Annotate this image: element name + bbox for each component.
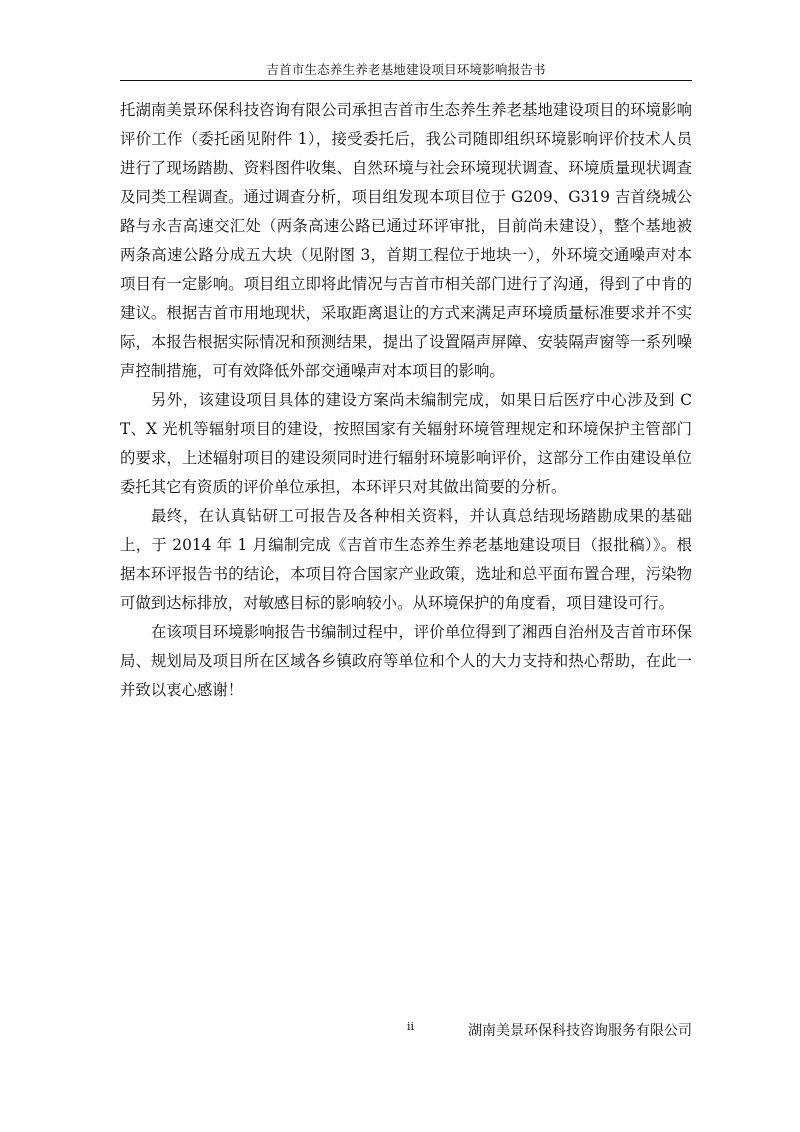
page-number: ii [407,1020,415,1033]
body-text [120,96,692,705]
paragraph-acknowledgement: 在该项目环境影响报告书编制过程中，评价单位得到了湘西自治州及吉首市环保局、规划局及项目所在区域各乡镇政府等单位和个人的大力支持和热心帮助，在此一并致以衷心感谢！ [120,623,692,699]
paragraph-radiation: 另外，该建设项目具体的建设方案尚未编制完成，如果日后医疗中心涉及到 CT、X 光机等辐射项目的建设，按照国家有关辐射环境管理规定和环境保护主管部门的要求，上述辐射项目的建设须同时进行辐射环境影响评价，这部分工作由建设单位委托其它有资质的评价单位承担，本环评只对其做出简要的分析。 [120,391,692,496]
paragraph-conclusion: 最终，在认真钻研工可报告及各种相关资料，并认真总结现场踏勘成果的基础上，于 2014 年 1 月编制完成《吉首市生态养生养老基地建设项目（报批稿）》。根据本环评报告书的结论，本项目符合国家产业政策，选址和总平面布置合理，污染物可做到达标排放，对敏感目标的影响较小。从环境保护的角度看，项目建设可行。 [120,507,692,612]
footer-company: 湖南美景环保科技咨询服务有限公司 [468,1023,692,1039]
header-divider [120,80,692,81]
page-footer [120,1020,692,1040]
paragraph-commission: 托湖南美景环保科技咨询有限公司承担吉首市生态养生养老基地建设项目的环境影响评价工作（委托函见附件 1），接受委托后，我公司随即组织环境影响评价技术人员进行了现场踏勘、资料图件收集、自然环境与社会环境现状调查、环境质量现状调查及同类工程调查。通过调查分析，项目组发现本项目位于 G209、G319 吉首绕城公路与永吉高速交汇处（两条高速公路已通过环评审批，目前尚未建设），整个基地被两条高速公路分成五大块（见附图 3，首期工程位于地块一），外环境交通噪声对本项目有一定影响。项目组立即将此情况与吉首市相关部门进行了沟通，得到了中肯的建议。根据吉首市用地现状，采取距离退让的方式来满足声环境质量标准要求并不实际，本报告根据实际情况和预测结果，提出了设置隔声屏障、安装隔声窗等一系列噪声控制措施，可有效降低外部交通噪声对本项目的影响。 [120,101,692,380]
page-header-title: 吉首市生态养生养老基地建设项目环境影响报告书 [266,62,546,77]
